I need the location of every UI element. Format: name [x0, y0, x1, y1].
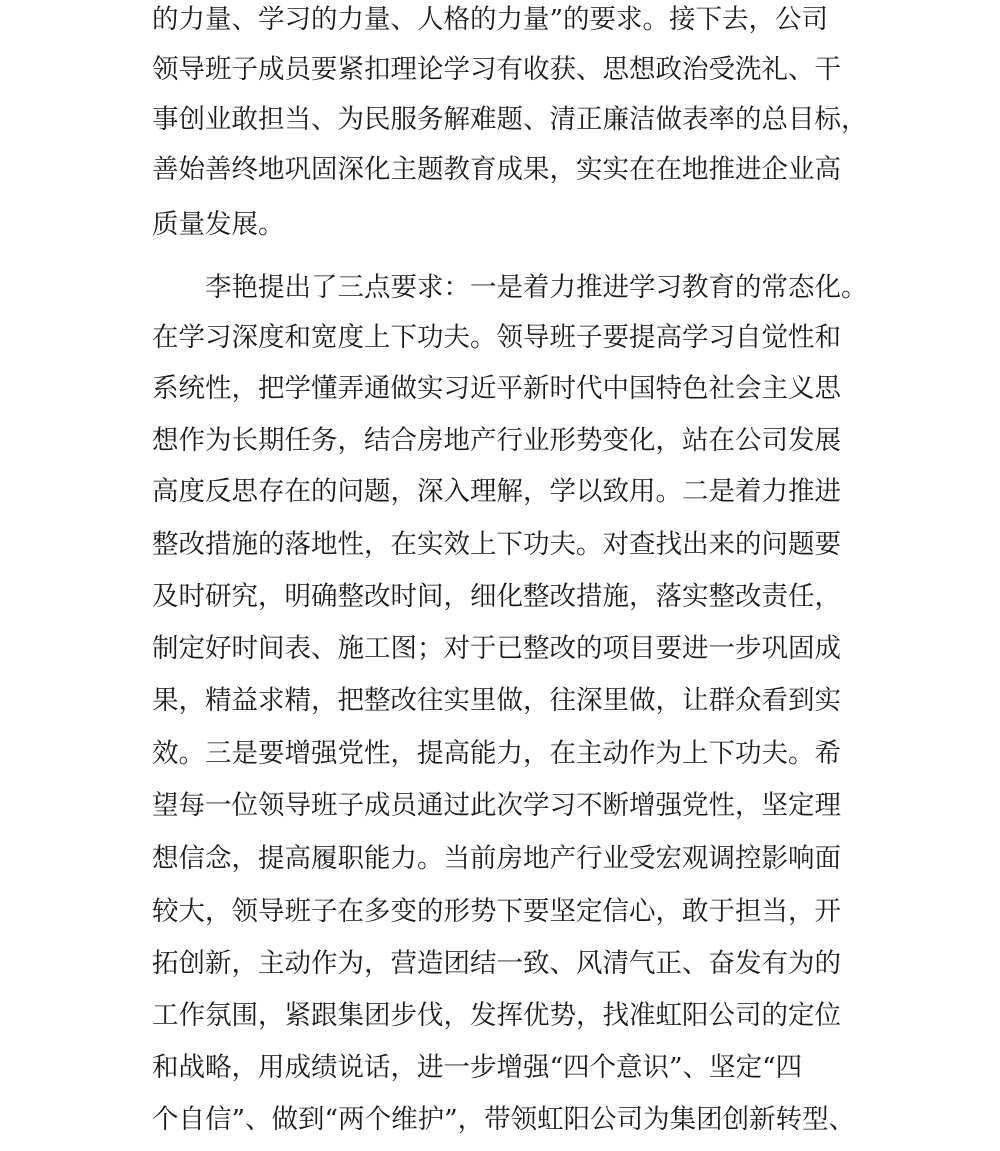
paragraph-2-line: 整改措施的落地性，在实效上下功夫。对查找出来的问题要	[152, 529, 841, 560]
paragraph-2-line: 效。三是要增强党性，提高能力，在主动作为上下功夫。希	[152, 738, 841, 769]
paragraph-2-line: 和战略，用成绩说话，进一步增强“四个意识”、坚定“四	[152, 1052, 803, 1083]
paragraph-2-line: 高度反思存在的问题，深入理解，学以致用。二是着力推进	[152, 476, 841, 507]
paragraph-2-line: 工作氛围，紧跟集团步伐，发挥优势，找准虹阳公司的定位	[152, 1000, 841, 1031]
paragraph-1-line: 质量发展。	[152, 209, 285, 240]
paragraph-2-line: 拓创新，主动作为，营造团结一致、风清气正、奋发有为的	[152, 948, 841, 979]
paragraph-2-line: 想信念，提高履职能力。当前房地产行业受宏观调控影响面	[152, 843, 841, 874]
paragraph-1-line: 的力量、学习的力量、人格的力量”的要求。接下去，公司	[152, 4, 829, 35]
paragraph-2-line: 制定好时间表、施工图；对于已整改的项目要进一步巩固成	[152, 633, 841, 664]
paragraph-2-line: 果，精益求精，把整改往实里做，往深里做，让群众看到实	[152, 685, 841, 716]
paragraph-2-line: 在学习深度和宽度上下功夫。领导班子要提高学习自觉性和	[152, 322, 841, 353]
paragraph-1-line: 善始善终地巩固深化主题教育成果，实实在在地推进企业高	[152, 154, 841, 185]
paragraph-2-line: 较大，领导班子在多变的形势下要坚定信心，敢于担当，开	[152, 896, 841, 927]
paragraph-1-line: 事创业敢担当、为民服务解难题、清正廉洁做表率的总目标，	[152, 104, 868, 135]
paragraph-1-line: 领导班子成员要紧扣理论学习有收获、思想政治受洗礼、干	[152, 54, 841, 85]
paragraph-2-line: 系统性，把学懂弄通做实习近平新时代中国特色社会主义思	[152, 373, 841, 404]
paragraph-2-line: 想作为长期任务，结合房地产行业形势变化，站在公司发展	[152, 425, 841, 456]
paragraph-2-line: 望每一位领导班子成员通过此次学习不断增强党性，坚定理	[152, 790, 841, 821]
paragraph-2-line: 个自信”、做到“两个维护”，带领虹阳公司为集团创新转型、	[152, 1104, 856, 1135]
paragraph-2-line: 李艳提出了三点要求：一是着力推进学习教育的常态化。	[205, 272, 868, 303]
paragraph-2-line: 及时研究，明确整改时间，细化整改措施，落实整改责任，	[152, 581, 841, 612]
